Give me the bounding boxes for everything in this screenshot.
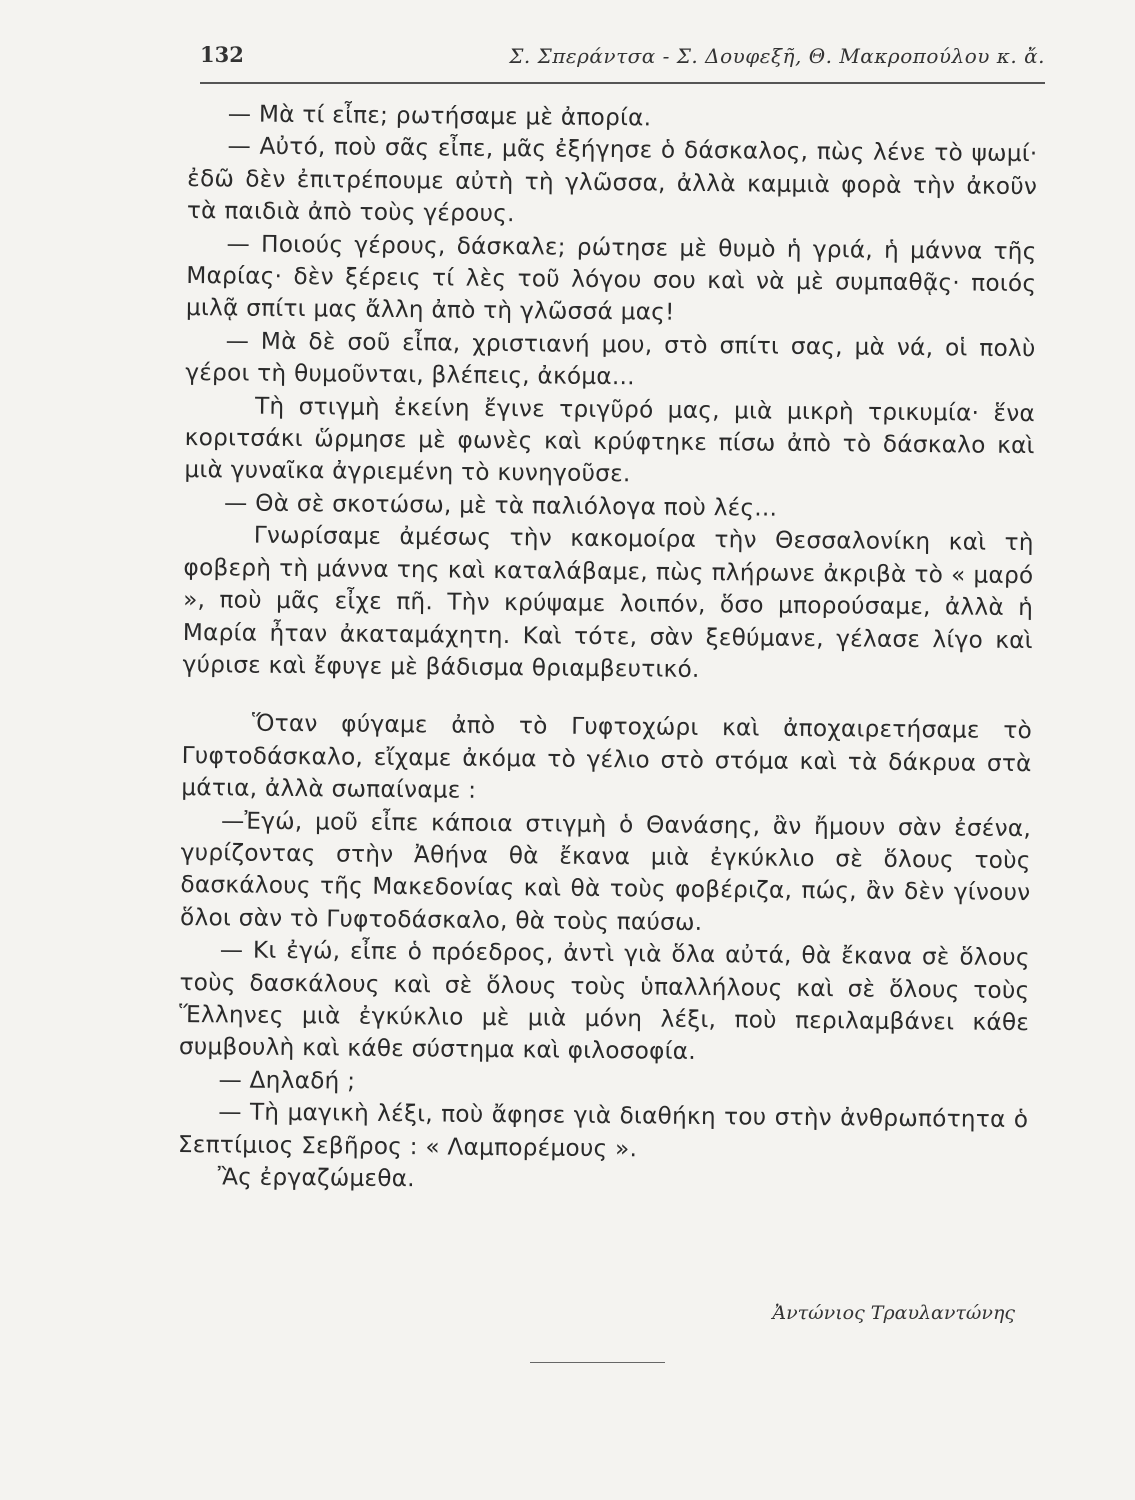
running-head: Σ. Σπεράντσα - Σ. Δουφεξῆ, Θ. Μακροπούλου κ. ἄ.	[509, 44, 1045, 68]
paragraph-9: —Ἐγώ, μοῦ εἶπε κάποια στιγμὴ ὁ Θανάσης, ἂν ἤμουν σὰν ἐσένα, γυρίζοντας στὴν Ἀθήνα θὰ ἔκανα μιὰ ἐγκύκλιο σὲ ὅλους τοὺς δασκάλους τῆς Μακεδονίας καὶ θὰ τοὺς φοβέριζα, πώς, ἂν δὲν γίνουν ὅλοι σὰν τὸ Γυφτοδάσκαλο, θὰ τοὺς παύσω.	[180, 806, 1032, 936]
body-text	[177, 98, 1037, 1202]
paragraph-1: — Μὰ τί εἶπε; ρωτήσαμε μὲ ἀπορία.	[227, 100, 652, 132]
paragraph-7: Γνωρίσαμε ἀμέσως τὴν κακομοίρα τὴν Θεσσαλονίκη καὶ τὴ φοβερὴ τὴ μάννα της καὶ καταλάβαμε, πὼς πλήρωνε ἀκριβὰ τὸ « μαρό », ποὺ μᾶς εἶχε πῆ. Τὴν κρύψαμε λοιπόν, ὅσο μπορούσαμε, ἀλλὰ ἡ Μαρία ἦταν ἀκαταμάχητη. Καὶ τότε, σὰν ξεθύμανε, γέλασε λίγο καὶ γύρισε καὶ ἔφυγε μὲ βάδισμα θριαμβευτικό.	[182, 521, 1034, 683]
paragraph-5: Τὴ στιγμὴ ἐκείνη ἔγινε τριγῦρό μας, μιὰ μικρὴ τρικυμία· ἕνα κοριτσάκι ὥρμησε μὲ φωνὲς καὶ κρύφτηκε πίσω ἀπὸ τὸ δάσκαλο καὶ μιὰ γυναῖκα ἀγριεμένη τὸ κυνηγοῦσε.	[184, 392, 1036, 488]
paragraph-13: Ἂς ἐργαζώμεθα.	[217, 1163, 416, 1193]
paragraph-3: — Ποιούς γέρους, δάσκαλε; ρώτησε μὲ θυμὸ ἡ γριά, ἡ μάννα τῆς Μαρίας· δὲν ξέρεις τί λὲς τοῦ λόγου σου καὶ νὰ μὲ συμπαθᾷς· ποιός μιλᾷ σπίτι μας ἄλλη ἀπὸ τὴ γλῶσσά μας!	[185, 230, 1037, 327]
paragraph-11: — Δηλαδή ;	[218, 1066, 356, 1095]
paragraph-4: — Μὰ δὲ σοῦ εἶπα, χριστιανή μου, στὸ σπίτι σας, μὰ νά, οἱ πολὺ γέροι τὴ θυμοῦνται, βλέπεις, ἀκόμα...	[185, 327, 1036, 391]
paragraph-10: — Κι ἐγώ, εἶπε ὁ πρόεδρος, ἀντὶ γιὰ ὅλα αὐτά, θὰ ἔκανα σὲ ὅλους τοὺς δασκάλους καὶ σὲ ὅλους τοὺς ὑπαλλήλους καὶ σὲ ὅλους τοὺς Ἕλληνες μιὰ ἐγκύκλιο μὲ μιὰ μόνη λέξι, ποὺ περιλαμβάνει κάθε συμβουλὴ καὶ κάθε σύστημα καὶ φιλοσοφία.	[178, 936, 1030, 1066]
author-signature: Ἀντώνιος Τραυλαντώνης	[772, 1302, 1015, 1324]
end-rule	[530, 1362, 665, 1363]
paragraph-8: Ὅταν φύγαμε ἀπὸ τὸ Γυφτοχώρι καὶ ἀποχαιρετήσαμε τὸ Γυφτοδάσκαλο, εἴχαμε ἀκόμα τὸ γέλιο στὸ στόμα καὶ τὰ δάκρυα στὰ μάτια, ἀλλὰ σωπαίναμε :	[181, 709, 1033, 804]
page-header	[200, 38, 1045, 78]
page-number: 132	[200, 42, 244, 67]
paragraph-2: — Αὐτό, ποὺ σᾶς εἶπε, μᾶς ἐξήγησε ὁ δάσκαλος, πὼς λένε τὸ ψωμί· ἐδῶ δὲν ἐπιτρέπουμε αὐτὴ τὴ γλῶσσα, ἀλλὰ καμμιὰ φορὰ τὴν ἀκοῦν τὰ παιδιὰ ἀπὸ τοὺς γέρους.	[186, 132, 1038, 228]
paragraph-12: — Τὴ μαγικὴ λέξι, ποὺ ἄφησε γιὰ διαθήκη του στὴν ἀνθρωπότητα ὁ Σεπτίμιος Σεβῆρος : « Λαμπορέμους ».	[177, 1098, 1029, 1162]
paragraph-6: — Θὰ σὲ σκοτώσω, μὲ τὰ παλιόλογα ποὺ λές...	[223, 489, 778, 522]
header-rule	[200, 82, 1045, 84]
